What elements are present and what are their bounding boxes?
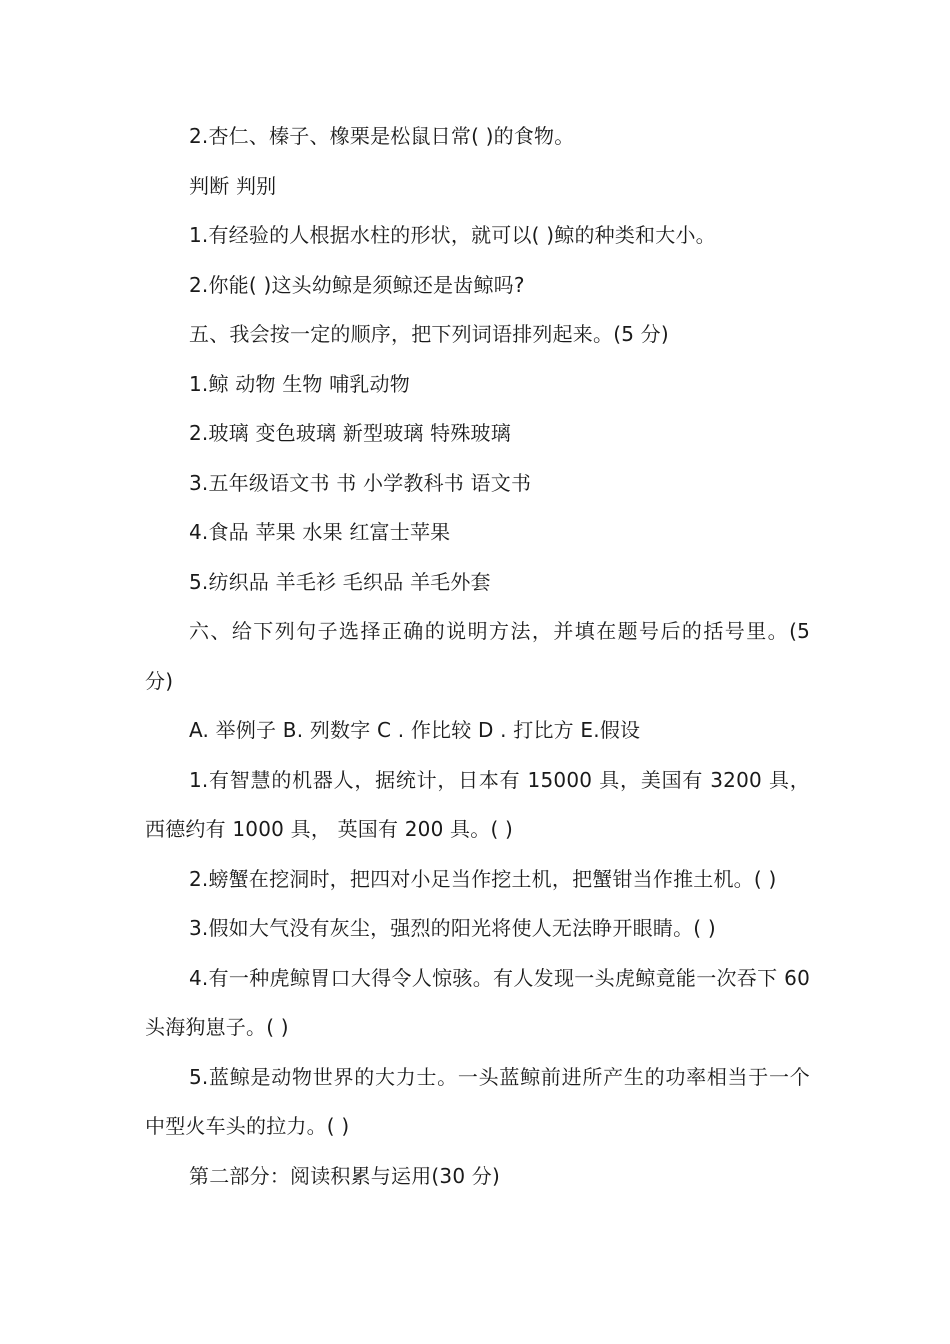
question-paragraph: 4.有一种虎鲸胃口大得令人惊骇。有人发现一头虎鲸竟能一次吞下 60 头海狗崽子。( ) bbox=[145, 965, 810, 1039]
document-body bbox=[145, 112, 810, 1201]
question-paragraph: 5.蓝鲸是动物世界的大力士。一头蓝鲸前进所产生的功率相当于一个中型火车头的拉力。( ) bbox=[145, 1064, 810, 1138]
section-heading: 五、我会按一定的顺序，把下列词语排列起来。(5 分) bbox=[189, 322, 669, 346]
question-paragraph: 2.你能( )这头幼鲸是须鲸还是齿鲸吗? bbox=[189, 272, 525, 297]
word-choices: 判断 判别 bbox=[189, 173, 277, 198]
question-paragraph: 4.食品 苹果 水果 红富士苹果 bbox=[189, 520, 451, 544]
question-paragraph: 1.鲸 动物 生物 哺乳动物 bbox=[189, 371, 410, 396]
question-paragraph: 3.五年级语文书 书 小学教科书 语文书 bbox=[189, 470, 532, 495]
question-paragraph: 2.杏仁、榛子、橡栗是松鼠日常( )的食物。 bbox=[189, 124, 575, 148]
answer-options: A. 举例子 B. 列数字 C . 作比较 D . 打比方 E.假设 bbox=[189, 718, 641, 742]
question-paragraph: 1.有智慧的机器人，据统计，日本有 15000 具，美国有 3200 具，西德约有 1000 具， 英国有 200 具。( ) bbox=[145, 767, 810, 841]
section-heading: 六、给下列句子选择正确的说明方法，并填在题号后的括号里。(5 分) bbox=[145, 619, 810, 693]
part-heading: 第二部分：阅读积累与运用(30 分) bbox=[189, 1163, 501, 1188]
question-paragraph: 2.玻璃 变色玻璃 新型玻璃 特殊玻璃 bbox=[189, 421, 511, 445]
question-paragraph: 1.有经验的人根据水柱的形状，就可以( )鲸的种类和大小。 bbox=[189, 223, 716, 247]
question-paragraph: 3.假如大气没有灰尘，强烈的阳光将使人无法睁开眼睛。( ) bbox=[189, 916, 716, 940]
question-paragraph: 5.纺织品 羊毛衫 毛织品 羊毛外套 bbox=[189, 569, 491, 594]
question-paragraph: 2.螃蟹在挖洞时，把四对小足当作挖土机，把蟹钳当作推土机。( ) bbox=[189, 866, 777, 891]
